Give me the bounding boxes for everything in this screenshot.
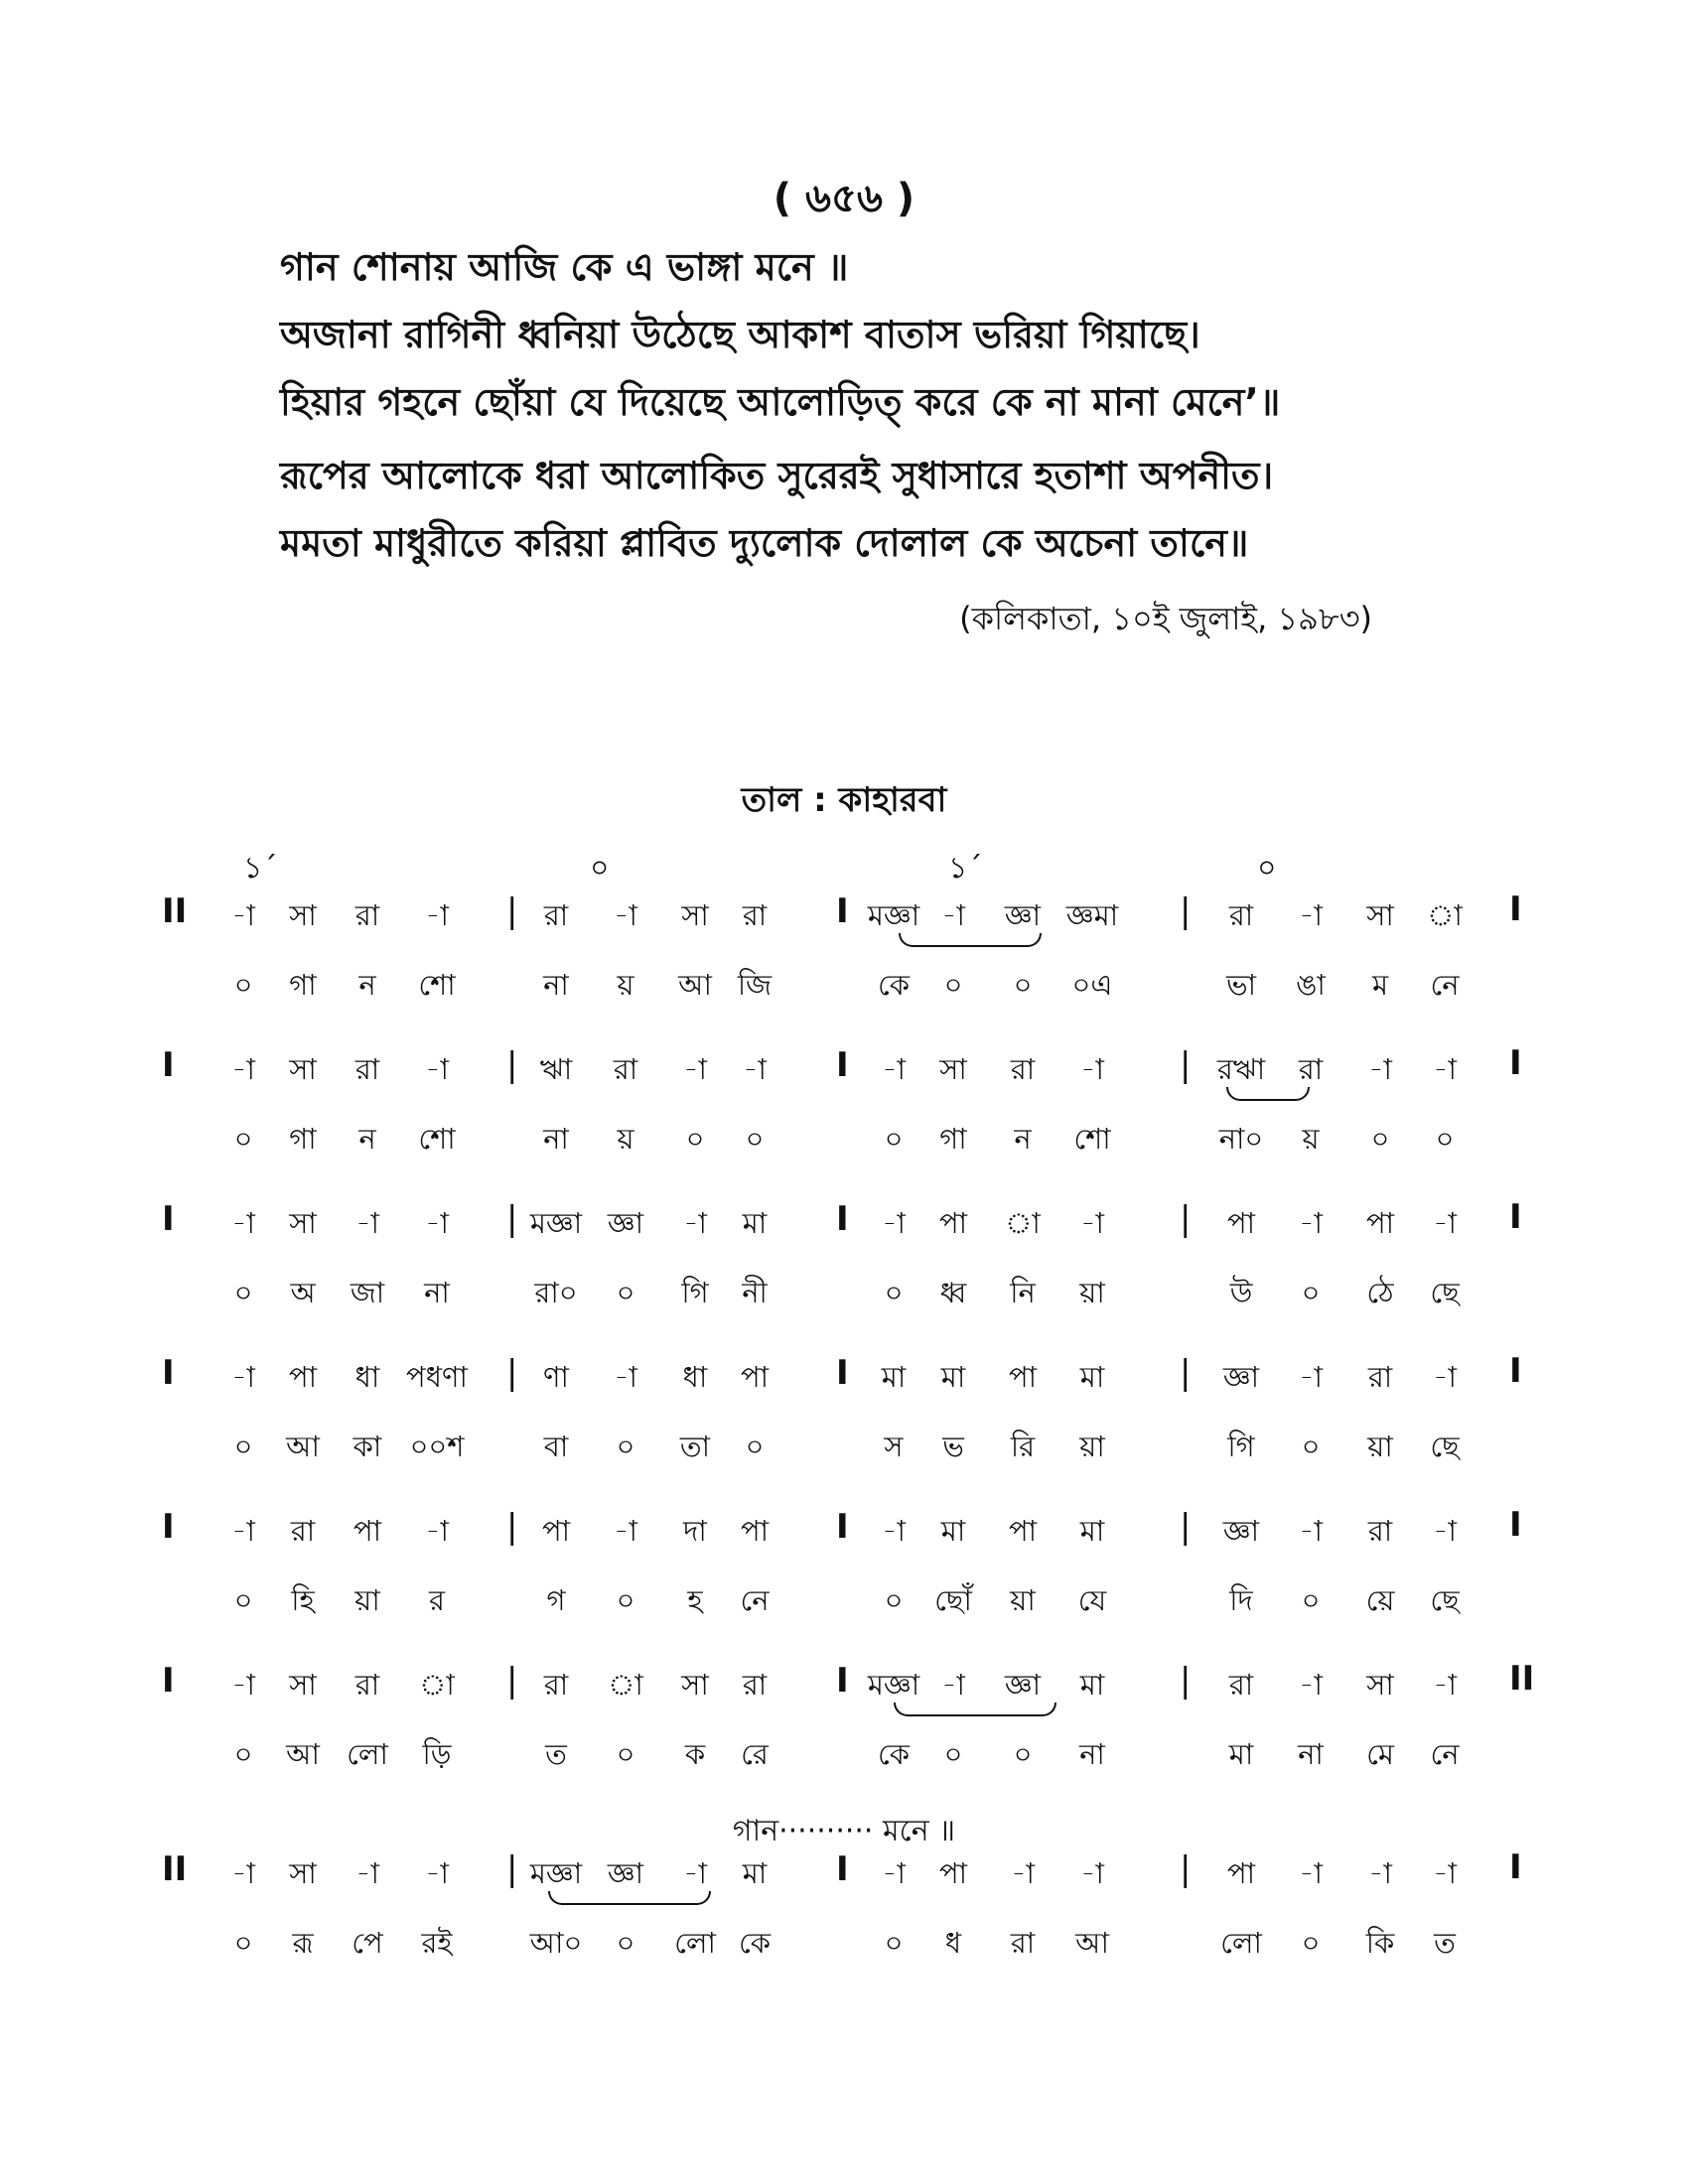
swara-note: জ্ঞা [607,1856,644,1890]
notation-row [0,1351,1688,1504]
lyric-syllable: ০ [1301,1583,1321,1617]
lyric-syllable: ০ [685,1122,705,1156]
swara-note: -া [425,898,449,932]
swara-note: রা [354,1668,380,1702]
lyric-syllable: যে [1077,1583,1107,1617]
lyric-syllable: ভা [1225,968,1257,1002]
swara-note: রা [290,1514,316,1548]
swara-note: দা [683,1514,707,1548]
lyric-syllable: ন [1014,1122,1032,1156]
swara-note: া [1427,898,1463,932]
lyric-syllable: উ [1229,1276,1253,1309]
swara-note: -া [1299,1360,1323,1394]
start-barline: I [162,1661,175,1701]
end-barline: I [1509,1043,1522,1083]
beat-separator: I [836,1045,849,1085]
swara-note: জ্ঞা [607,1206,644,1240]
lyric-syllable: লো [1220,1926,1262,1960]
beat-separator: | [506,1507,518,1547]
lyric-syllable: ০ [745,1122,765,1156]
lyric-syllable: না [424,1276,450,1309]
slur-mark [548,1891,711,1905]
swara-note: মজ্ঞা [867,1668,920,1702]
lyric-syllable: ০ [233,968,253,1002]
swara-note: -া [614,1514,637,1548]
lyric-syllable: ত [545,1737,567,1771]
lyric-syllable: ছে [1430,1276,1460,1309]
lyric-syllable: ড়ি [422,1737,452,1771]
swara-note: া [1005,1206,1041,1240]
lyric-syllable: ন [358,1122,376,1156]
lyric-syllable: ত [1434,1926,1456,1960]
lyric-syllable: ০ [616,1583,635,1617]
lyric-syllable: নি [1010,1276,1036,1309]
lyric-syllable: জা [350,1276,385,1309]
swara-note: ঋা [539,1052,573,1086]
lyric-syllable: ০ [233,1583,253,1617]
swara-note: পা [938,1856,968,1890]
lyric-syllable: ০ [1301,1430,1321,1463]
swara-note: রা [1367,1514,1393,1548]
lyric-syllable: য় [617,968,634,1002]
lyric-syllable: ০ [616,1276,635,1309]
swara-note: মা [940,1360,966,1394]
swara-note: মা [742,1856,768,1890]
swara-note: জ্ঞা [1222,1360,1260,1394]
lyric-syllable: ছে [1430,1583,1460,1617]
swara-note: -া [1299,1514,1323,1548]
lyric-syllable: মে [1366,1737,1394,1771]
lyric-syllable: লো [674,1926,716,1960]
lyric-syllable: ঠে [1366,1276,1394,1309]
swara-note: ধা [682,1360,708,1394]
lyric-syllable: য়া [354,1583,380,1617]
swara-note: সা [939,1052,967,1086]
swara-note: -া [941,1668,965,1702]
lyric-syllable: ০এ [1071,968,1113,1002]
beat-separator: | [506,1661,518,1701]
swara-note: -া [425,1052,449,1086]
lyric-syllable: ০ [884,1926,904,1960]
lyric-syllable: ম [1371,968,1389,1002]
swara-note: মজ্ঞা [529,1206,583,1240]
swara-note: জ্ঞা [1004,898,1042,932]
swara-note: রা [742,1668,768,1702]
lyric-syllable: ধ [944,1926,962,1960]
lyric-syllable: ০ [884,1583,904,1617]
swara-note: -া [425,1856,449,1890]
swara-note: মা [881,1360,907,1394]
beat-separator: | [1180,891,1192,931]
start-barline: II [162,891,188,931]
swara-note: পধণা [406,1360,468,1394]
lyric-syllable: না০ [1218,1122,1264,1156]
beat-separator: | [1180,1045,1192,1085]
swara-note: ণা [543,1360,569,1394]
lyric-syllable: ঙা [1296,968,1326,1002]
beat-separator: I [836,891,849,931]
lyric-syllable: ০ [1301,1276,1321,1309]
swara-note: সা [289,1856,317,1890]
beat-separator: | [1180,1507,1192,1547]
lyric-line-3: হিয়ার গহনে ছোঁয়া যে দিয়েছে আলোড়িত্ করে কে না মানা মেনে’॥ [280,380,1281,424]
lyric-syllable: ক [684,1737,706,1771]
swara-note: -া [614,898,637,932]
swara-note: পা [1365,1206,1395,1240]
lyric-syllable: ধ্ব [939,1276,967,1309]
end-barline: I [1509,889,1522,929]
swara-note: -া [1433,1514,1457,1548]
lyric-syllable: শো [418,968,456,1002]
swara-note: মা [742,1206,768,1240]
lyric-syllable: হি [291,1583,315,1617]
lyric-syllable: বা [543,1430,569,1463]
lyric-syllable: ছে [1430,1430,1460,1463]
lyric-syllable: লো [347,1737,388,1771]
swara-note: পা [288,1360,318,1394]
lyric-syllable: দি [1229,1583,1253,1617]
swara-note: সা [289,1206,317,1240]
lyric-syllable: রূ [292,1926,314,1960]
swara-note: রা [543,1668,569,1702]
lyric-syllable: ০ [1013,968,1033,1002]
swara-note: পা [740,1514,770,1548]
beat-marker-3: ১´ [948,851,983,886]
lyric-syllable: ০ [1435,1122,1455,1156]
swara-note: -া [1433,1856,1457,1890]
lyric-syllable: না [543,968,569,1002]
lyric-syllable: রই [421,1926,453,1960]
tala-heading: তাল : কাহারবা [741,780,947,820]
start-barline: I [162,1353,175,1393]
lyric-syllable: য়া [1367,1430,1393,1463]
lyric-syllable: র [429,1583,445,1617]
lyric-syllable: য়ে [1365,1583,1395,1617]
beat-separator: I [836,1199,849,1239]
lyric-syllable: ০ [233,1430,253,1463]
swara-note: রা [1228,898,1254,932]
lyric-syllable: ০ [884,1276,904,1309]
swara-note: সা [1366,1668,1394,1702]
lyric-syllable: না [543,1122,569,1156]
page-number: ( ৬৫৬ ) [773,176,915,221]
swara-note: সা [289,898,317,932]
swara-note: -া [882,1206,906,1240]
start-barline: I [162,1045,175,1085]
lyric-syllable: স [884,1430,904,1463]
lyric-syllable: আ [286,1430,320,1463]
lyric-syllable: হ [687,1583,703,1617]
lyric-syllable: কি [1365,1926,1395,1960]
swara-note: সা [1366,898,1394,932]
lyric-syllable: গ [546,1583,566,1617]
lyric-syllable: য়া [1079,1430,1105,1463]
lyric-syllable: শো [418,1122,456,1156]
swara-note: -া [231,1206,255,1240]
swara-note: সা [289,1052,317,1086]
beat-marker-4: ০ [1257,851,1277,886]
start-barline: II [162,1849,188,1889]
swara-note: পা [740,1360,770,1394]
swara-note: রঋা [1216,1052,1266,1086]
lyric-syllable: ০ [233,1926,253,1960]
lyric-syllable: ০ [616,1430,635,1463]
swara-note: রা [543,898,569,932]
swara-note: -া [231,1514,255,1548]
swara-note: -া [1299,1856,1323,1890]
lyric-syllable: গি [1227,1430,1255,1463]
swara-note: -া [1368,1856,1392,1890]
refrain-cue: গান·········· মনে ॥ [732,1814,956,1848]
beat-separator: | [506,1199,518,1239]
swara-note: -া [231,1360,255,1394]
swara-note: -া [683,1856,707,1890]
swara-note: -া [1011,1856,1035,1890]
lyric-syllable: ০০শ [409,1430,465,1463]
swara-note: -া [1080,1052,1104,1086]
swara-note: -া [683,1052,707,1086]
lyric-syllable: তা [679,1430,711,1463]
beat-separator: | [506,1045,518,1085]
swara-note: রা [354,1052,380,1086]
swara-note: জ্ঞমা [1065,898,1119,932]
lyric-syllable: ০ [616,1926,635,1960]
swara-note: সা [681,898,709,932]
lyric-syllable: ভ [942,1430,964,1463]
slur-mark [894,1703,1056,1716]
swara-note: -া [882,1514,906,1548]
lyric-syllable: গা [289,968,317,1002]
notation-row [0,1197,1688,1350]
lyric-syllable: ০ [233,1122,253,1156]
end-barline: I [1509,1847,1522,1887]
end-barline: II [1509,1659,1535,1699]
beat-separator: | [1180,1661,1192,1701]
lyric-syllable: য় [1302,1122,1320,1156]
start-barline: I [162,1199,175,1239]
lyric-syllable: ০ [233,1276,253,1309]
lyric-syllable: ০ [233,1737,253,1771]
slur-mark [1226,1087,1310,1101]
lyric-syllable: আ [678,968,712,1002]
lyric-syllable: আ [1075,1926,1109,1960]
swara-note: -া [1080,1206,1104,1240]
beat-markers [0,844,1688,884]
lyric-syllable: পে [352,1926,383,1960]
lyric-syllable: নে [740,1583,770,1617]
lyric-syllable: কে [877,968,911,1002]
swara-note: রা [1010,1052,1036,1086]
swara-note: রা [742,898,768,932]
swara-note: -া [1433,1360,1457,1394]
swara-note: -া [941,898,965,932]
start-barline: I [162,1507,175,1547]
swara-note: -া [882,1052,906,1086]
swara-note: -া [1433,1052,1457,1086]
lyric-syllable: ০ [616,1737,635,1771]
lyric-syllable: না [1298,1737,1324,1771]
beat-separator: I [836,1353,849,1393]
swara-note: জ্ঞা [1004,1668,1042,1702]
beat-separator: | [1180,1353,1192,1393]
swara-note: -া [743,1052,767,1086]
swara-note: রা [1228,1668,1254,1702]
lyric-syllable: জি [737,968,773,1002]
lyric-line-5: মমতা মাধুরীতে করিয়া প্লাবিত দ্যুলোক দোলাল কে অচেনা তানে॥ [280,521,1249,565]
lyric-syllable: কে [877,1737,911,1771]
swara-note: রা [1367,1360,1393,1394]
lyric-syllable: য়া [1010,1583,1036,1617]
swara-note: মা [1079,1360,1105,1394]
swara-note: -া [882,1856,906,1890]
lyric-syllable: নে [1430,968,1460,1002]
lyric-syllable: কে [738,1926,772,1960]
notation-row [0,1659,1688,1812]
lyric-syllable: গি [681,1276,709,1309]
swara-note: পা [541,1514,571,1548]
swara-note: -া [231,898,255,932]
lyric-syllable: গা [289,1122,317,1156]
swara-note: রা [354,898,380,932]
lyric-syllable: ০ [943,1737,963,1771]
lyric-syllable: রে [741,1737,769,1771]
swara-note: সা [681,1668,709,1702]
swara-note: -া [1299,1206,1323,1240]
end-barline: I [1509,1197,1522,1237]
lyric-syllable: অ [290,1276,316,1309]
swara-note: -া [1080,1856,1104,1890]
lyric-line-2: অজানা রাগিনী ধ্বনিয়া উঠেছে আকাশ বাতাস ভরিয়া গিয়াছে। [280,313,1200,356]
lyric-syllable: আ [286,1737,320,1771]
lyric-syllable: রা০ [534,1276,578,1309]
notation-row [0,1847,1688,2000]
swara-note: -া [425,1206,449,1240]
beat-separator: I [836,1507,849,1547]
lyric-syllable: ০ [943,968,963,1002]
swara-note: -া [1433,1668,1457,1702]
notation-row [0,1505,1688,1658]
lyric-syllable: গা [939,1122,967,1156]
swara-note: -া [1433,1206,1457,1240]
beat-separator: | [1180,1199,1192,1239]
swara-note: -া [231,1856,255,1890]
lyric-syllable: কা [352,1430,382,1463]
swara-note: জ্ঞা [1222,1514,1260,1548]
notation-row [0,889,1688,1042]
swara-note: -া [683,1206,707,1240]
swara-note: -া [1299,898,1323,932]
dateline: (কলিকাতা, ১০ই জুলাই, ১৯৮৩) [959,600,1372,637]
lyric-line-1: গান শোনায় আজি কে এ ভাঙ্গা মনে ॥ [280,245,849,289]
beat-separator: | [506,891,518,931]
swara-note: মা [1079,1514,1105,1548]
beat-separator: I [836,1849,849,1889]
lyric-syllable: ছোঁ [934,1583,972,1617]
swara-note: -া [1299,1668,1323,1702]
swara-note: -া [614,1360,637,1394]
lyric-syllable: ন [358,968,376,1002]
lyric-line-4: রূপের আলোকে ধরা আলোকিত সুরেরই সুধাসারে হতাশা অপনীত। [280,454,1274,497]
swara-note: -া [425,1514,449,1548]
swara-note: পা [1226,1856,1256,1890]
beat-marker-1: ১´ [243,851,278,886]
beat-separator: | [506,1849,518,1889]
swara-note: পা [938,1206,968,1240]
swara-note: া [419,1668,455,1702]
beat-separator: | [1180,1849,1192,1889]
lyric-syllable: রা [1010,1926,1036,1960]
swara-note: পা [1008,1360,1038,1394]
notation-row [0,1043,1688,1196]
swara-note: পা [352,1514,382,1548]
lyric-syllable: না [1079,1737,1105,1771]
swara-note: রা [613,1052,638,1086]
swara-note: -া [1368,1052,1392,1086]
slur-mark [899,933,1042,947]
lyric-syllable: ০ [1370,1122,1390,1156]
lyric-syllable: ০ [745,1430,765,1463]
swara-note: মজ্ঞা [867,898,920,932]
swara-note: -া [231,1052,255,1086]
swara-note: মা [1079,1668,1105,1702]
lyric-syllable: ০ [884,1122,904,1156]
swara-note: -া [231,1668,255,1702]
swara-note: মা [940,1514,966,1548]
lyric-syllable: য়া [1079,1276,1105,1309]
end-barline: I [1509,1351,1522,1391]
swara-note: -া [355,1856,379,1890]
swara-note: মজ্ঞা [529,1856,583,1890]
lyric-syllable: নী [742,1276,768,1309]
swara-note: পা [1226,1206,1256,1240]
swara-note: ধা [354,1360,380,1394]
lyric-syllable: মা [1228,1737,1254,1771]
lyric-syllable: রি [1010,1430,1036,1463]
end-barline: I [1509,1505,1522,1545]
lyric-syllable: য় [617,1122,634,1156]
lyric-syllable: ০ [1013,1737,1033,1771]
swara-note: -া [355,1206,379,1240]
lyric-syllable: ০ [1301,1926,1321,1960]
beat-separator: | [506,1353,518,1393]
swara-note: া [608,1668,643,1702]
beat-marker-2: ০ [590,851,610,886]
swara-note: রা [1298,1052,1324,1086]
beat-separator: I [836,1661,849,1701]
lyric-syllable: আ০ [529,1926,583,1960]
swara-note: পা [1008,1514,1038,1548]
lyric-syllable: নে [1430,1737,1460,1771]
swara-note: সা [289,1668,317,1702]
lyric-syllable: শো [1073,1122,1111,1156]
